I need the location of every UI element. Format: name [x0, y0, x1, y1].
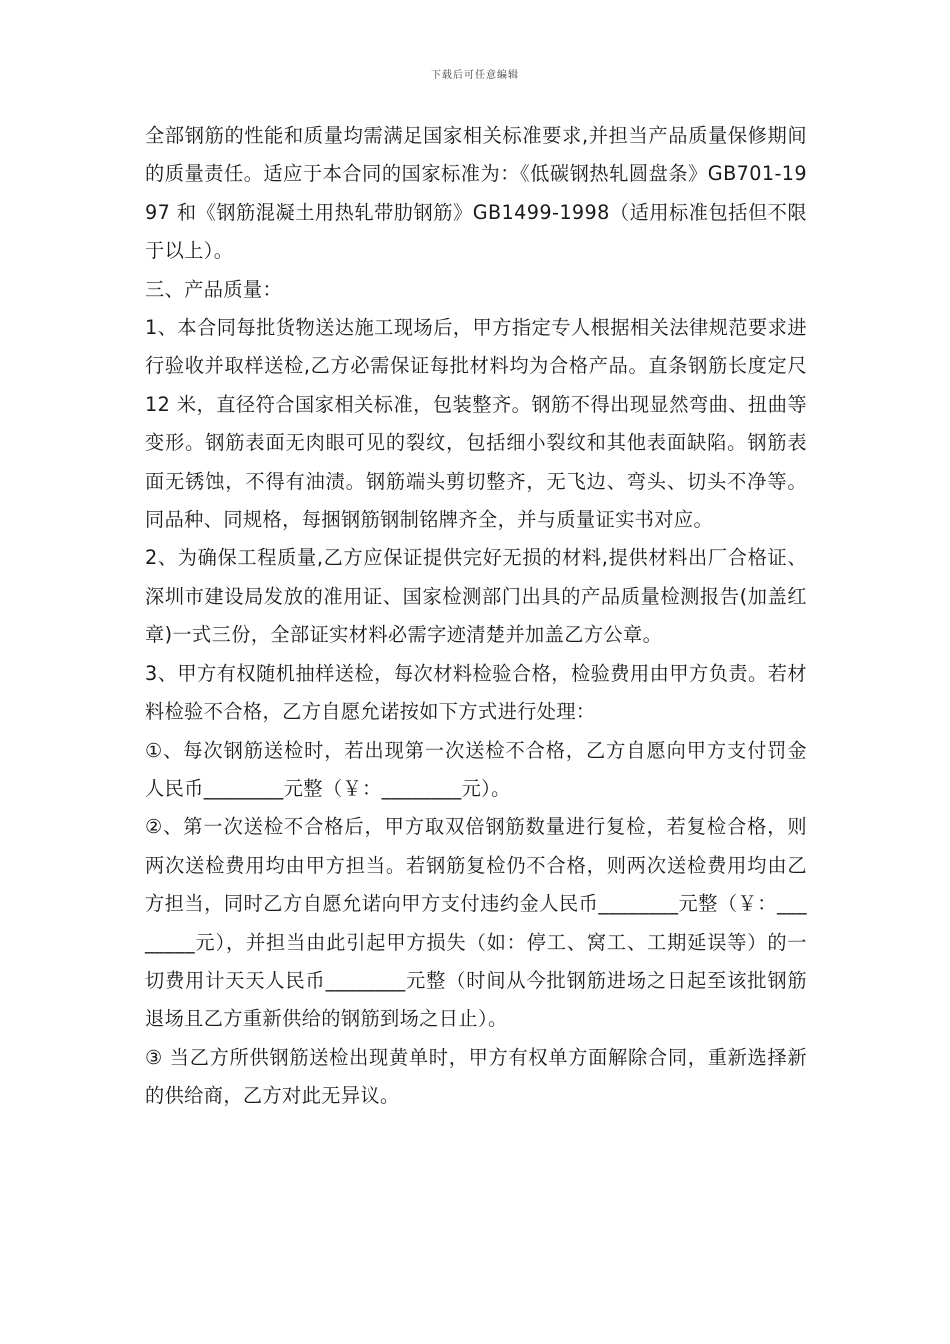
paragraph-subclause-1: ①、每次钢筋送检时，若出现第一次送检不合格，乙方自愿向甲方支付罚金人民币________元整（￥：________元）。: [145, 738, 807, 800]
paragraph-clause-1: 1、本合同每批货物送达施工现场后，甲方指定专人根据相关法律规范要求进行验收并取样送检,乙方必需保证每批材料均为合格产品。直条钢筋长度定尺 12 米，直径符合国家相关标准，包装整齐。钢筋不得出现显然弯曲、扭曲等变形。钢筋表面无肉眼可见的裂纹，包括细小裂纹和其他表面缺陷。钢筋表面无锈蚀，不得有油渍。钢筋端头剪切整齐，无飞边、弯头、切头不净等。同品种、同规格，每捆钢筋钢制铭牌齐全，并与质量证实书对应。: [145, 316, 807, 532]
section-heading-product-quality: 三、产品质量：: [145, 277, 283, 301]
paragraph-subclause-3: ③ 当乙方所供钢筋送检出现黄单时，甲方有权单方面解除合同，重新选择新的供给商，乙方对此无异议。: [145, 1045, 807, 1108]
paragraph-clause-2: 2、为确保工程质量,乙方应保证提供完好无损的材料,提供材料出厂合格证、深圳市建设局发放的准用证、国家检测部门出具的产品质量检测报告(加盖红章)一式三份，全部证实材料必需字迹清楚并加盖乙方公章。: [145, 546, 807, 647]
page-header: 下载后可任意编辑: [431, 70, 519, 81]
paragraph-standards: 全部钢筋的性能和质量均需满足国家相关标准要求,并担当产品质量保修期间的质量责任。适应于本合同的国家标准为：《低碳钢热轧圆盘条》GB701-1997 和《钢筋混凝土用热轧带肋钢筋》GB1499-1998（适用标准包括但不限于以上）。: [145, 124, 807, 263]
document-body: [145, 117, 807, 1116]
paragraph-subclause-2: ②、第一次送检不合格后，甲方取双倍钢筋数量进行复检，若复检合格，则两次送检费用均由甲方担当。若钢筋复检仍不合格，则两次送检费用均由乙方担当，同时乙方自愿允诺向甲方支付违约金人民币________元整（￥：________元），并担当由此引起甲方损失（如：停工、窝工、工期延误等）的一切费用计天天人民币________元整（时间从今批钢筋进场之日起至该批钢筋退场且乙方重新供给的钢筋到场之日止）。: [145, 815, 807, 1031]
paragraph-clause-3: 3、甲方有权随机抽样送检，每次材料检验合格，检验费用由甲方负责。若材料检验不合格，乙方自愿允诺按如下方式进行处理：: [145, 661, 807, 724]
